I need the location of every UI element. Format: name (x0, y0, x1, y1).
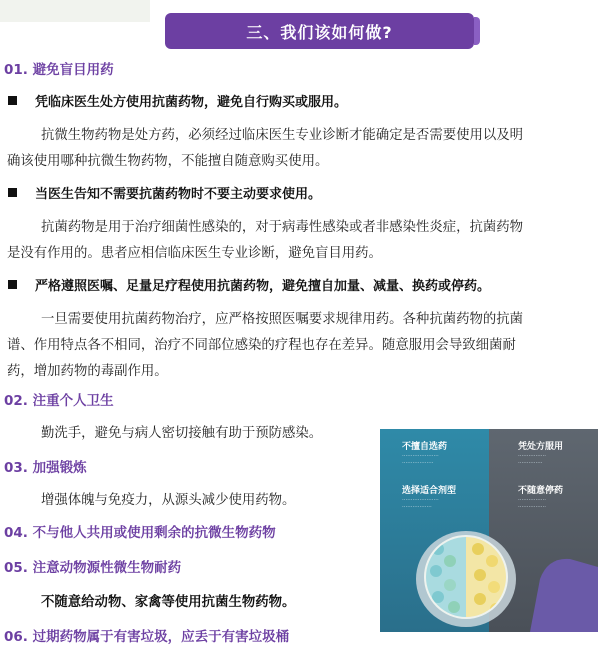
para-3-line-1: 一旦需要使用抗菌药物治疗，应严格按照医嘱要求规律用药。各种抗菌药物的抗菌 (41, 312, 524, 327)
para-3-line-3: 药，增加药物的毒副作用。 (7, 364, 168, 379)
text-02: 勤洗手，避免与病人密切接触有助于预防感染。 (41, 426, 323, 441)
section-banner (165, 13, 474, 49)
banner-title: 三、我们该如何做? (246, 22, 393, 42)
text-05: 不随意给动物、家禽等使用抗菌生物药物。 (41, 595, 296, 610)
square-bullet-icon (8, 188, 17, 197)
illus-tag-mid-left: 选择适合剂型 (402, 486, 457, 496)
heading-03: 03. 加强锻炼 (4, 460, 87, 476)
para-2-line-1: 抗菌药物是用于治疗细菌性感染的，对于病毒性感染或者非感染性炎症，抗菌药物 (41, 220, 524, 235)
top-left-strip (0, 0, 150, 22)
heading-04: 04. 不与他人共用或使用剩余的抗微生物药物 (4, 525, 276, 541)
para-1-line-1: 抗微生物药物是处方药，必须经过临床医生专业诊断才能确定是否需要使用以及明 (41, 128, 524, 143)
gloved-hand (530, 559, 598, 632)
banner-accent (474, 17, 480, 45)
square-bullet-icon (8, 96, 17, 105)
bullet-text-2: 当医生告知不需要抗菌药物时不要主动要求使用。 (35, 187, 322, 202)
para-2-line-2: 是没有作用的。患者应相信临床医生专业诊断，避免盲目用药。 (7, 246, 382, 261)
para-1-line-2: 确该使用哪种抗微生物药物，不能擅自随意购买使用。 (7, 154, 329, 169)
para-3-line-2: 谱、作用特点各不相同，治疗不同部位感染的疗程也存在差异。随意服用会导致细菌耐 (7, 338, 516, 353)
heading-06: 06. 过期药物属于有害垃圾，应丢于有害垃圾桶 (4, 629, 290, 645)
illus-sub-top-right: ················ ·············· (518, 453, 546, 466)
text-03: 增强体魄与免疫力，从源头减少使用药物。 (41, 493, 296, 508)
heading-01: 01. 避免盲目用药 (4, 62, 114, 78)
illus-sub-mid-left: ····················· ················· (402, 497, 439, 510)
illus-sub-top-left: ····················· ·················· (402, 453, 439, 466)
illus-tag-top-left: 不擅自选药 (402, 442, 448, 452)
bullet-item-3 (8, 275, 490, 294)
bullet-item-1 (8, 91, 347, 110)
petri-dish-graphic (380, 429, 598, 632)
bullet-text-3: 严格遵照医嘱、足量足疗程使用抗菌药物，避免擅自加量、减量、换药或停药。 (35, 279, 491, 294)
antibiotic-illustration (380, 429, 598, 632)
bullet-text-1: 凭临床医生处方使用抗菌药物，避免自行购买或服用。 (35, 95, 348, 110)
heading-02: 02. 注重个人卫生 (4, 393, 114, 409)
illus-tag-mid-right: 不随意停药 (518, 486, 564, 496)
bullet-item-2 (8, 183, 321, 202)
heading-05: 05. 注意动物源性微生物耐药 (4, 560, 182, 576)
illus-tag-top-right: 凭处方服用 (518, 442, 564, 452)
square-bullet-icon (8, 280, 17, 289)
illus-sub-mid-right: ················ ················ (518, 497, 546, 510)
